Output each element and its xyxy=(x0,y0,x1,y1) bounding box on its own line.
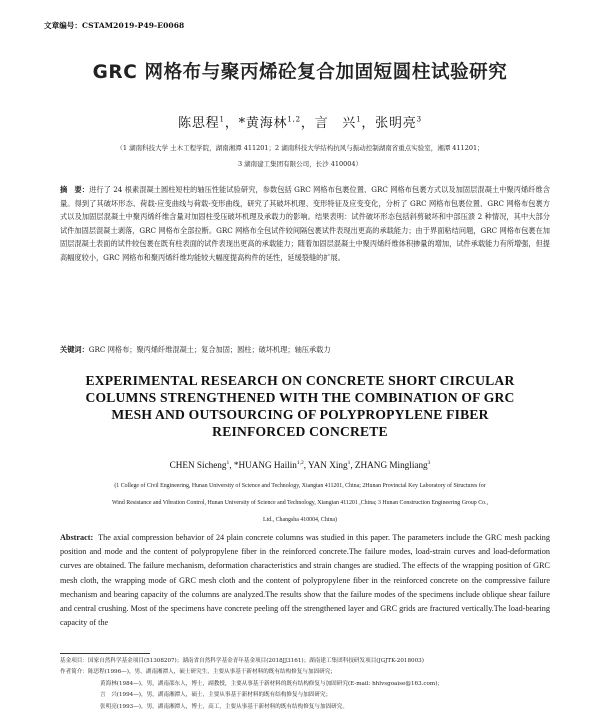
affiliation-english-line: (1 College of Civil Engineering, Hunan University of Science and Technology, Xiangtan 411201, China; 2Hunan Provincial Key Laboratory of Structures for xyxy=(114,483,486,489)
footnotes xyxy=(60,656,560,713)
affiliation-chinese-line: （1 湖南科技大学 土木工程学院，湖南湘潭 411201；2 湖南科技大学结构抗风与振动控制湖南省重点实验室，湘潭 411201； xyxy=(116,144,484,152)
author-separator: , xyxy=(350,460,355,471)
footnote-author-bio: 言 兴(1994—)，男，湖南湘潭人，硕士，主要从事基于新材料的既有结构修复与加固研究； xyxy=(100,692,332,699)
author-name: *黄海林 xyxy=(238,116,288,131)
keywords-chinese xyxy=(60,344,550,356)
abstract-chinese-text: 进行了 24 根素混凝土圆柱短柱的轴压性能试验研究，参数包括 GRC 网格布包裹位置、GRC 网格布包裹方式以及加固层混凝土中聚丙烯纤维含量。得到了其破坏形态、荷载-应变曲线与荷载-变形曲线，研究了其破坏机理、变形特征及应变变化，分析了 GRC 网格布包裹位置、GRC 网格布包裹方式以及加固层混凝土中聚丙烯纤维含量对加固柱受压破坏机理及承载力的影响。结果表明：试件破坏形态包括斜剪破坏和中部压溃 2 种情况，其中大部分试件加固层混凝土剥落，GRC 网格布全部拉断。GRC 网格布全包试件较间隔包裹试件表现出更高的承载能力；由于界面粘结问题，GRC 网格布包裹在加固层混凝土表面的试件较包裹在既有柱表面的试件表现出更高的承载能力；随着加固层混凝土中聚丙烯纤维体积掺量的增加，试件承载能力有所增强，但提高幅度较小，GRC 网格布和聚丙烯纤维均能较大幅度提高构件的延性，延缓裂缝的扩展。 xyxy=(60,185,550,262)
author-name: *HUANG Hailin xyxy=(233,460,297,471)
title-english-line: COLUMNS STRENGTHENED WITH THE COMBINATION OF GRC xyxy=(85,390,515,405)
author-affil-sup: 1 xyxy=(356,115,362,124)
author-separator: ， xyxy=(300,116,315,131)
title-chinese: GRC 网格布与聚丙烯砼复合加固短圆柱试验研究 xyxy=(92,62,508,83)
abstract-chinese-label: 摘 要： xyxy=(60,185,90,194)
footnote-funding: 基金项目：国家自然科学基金项目(51308207)；湖南省自然科学基金青年基金项目(2018JJ3161)；湖南建工集团科技研发项目(JGJTK-2018003) xyxy=(60,658,424,664)
authors-chinese xyxy=(0,112,600,131)
abstract-english xyxy=(60,531,550,630)
author-separator: , xyxy=(303,460,309,471)
affiliation-english xyxy=(42,478,558,529)
affiliation-chinese-line: 3 湖南建工集团有限公司，长沙 410004） xyxy=(237,160,363,168)
title-english-line: REINFORCED CONCRETE xyxy=(212,424,388,439)
author-name: 陈思程 xyxy=(178,116,220,131)
footnote-author-bio: 作者简介：陈思程(1996—)，男，湖南湘潭人，硕士研究生，主要从事基于新材料的既有结构修复与加固研究； xyxy=(60,669,336,676)
author-name: YAN Xing xyxy=(308,460,348,471)
author-affil-sup: 3 xyxy=(416,115,422,124)
footnote-divider xyxy=(60,653,150,654)
abstract-english-label: Abstract: xyxy=(60,533,94,542)
author-affil-sup: 1 xyxy=(226,460,230,466)
keywords-chinese-text: GRC 网格布；聚丙烯纤维混凝土；复合加固；圆柱；破坏机理；轴压承载力 xyxy=(88,345,331,354)
author-name: 张明亮 xyxy=(375,116,417,131)
footnote-author-bio: 张明亮(1993—)，男，湖南湘潭人，博士，高工，主要从事基于新材料的既有结构修复与加固研究。 xyxy=(100,703,348,710)
author-affil-sup: 1,2 xyxy=(287,115,301,124)
title-english-line: EXPERIMENTAL RESEARCH ON CONCRETE SHORT CIRCULAR xyxy=(85,373,515,388)
author-name: 言 兴 xyxy=(314,116,357,131)
affiliation-english-line: Ltd., Changsha 410004, China) xyxy=(263,517,337,523)
footnote-author-bio: 黄海林(1984—)，男，湖南邵东人，博士，副教授，主要从事基于新材料的既有结构修复与加固研究(E-mail: hhlvsgoaise@163.com)； xyxy=(100,680,443,687)
author-affil-sup: 1 xyxy=(219,115,225,124)
author-name: ZHANG Mingliang xyxy=(354,460,428,471)
document-number: 文章编号：CSTAM2019-P49-E0068 xyxy=(44,21,185,30)
author-affil-sup: 1 xyxy=(347,460,351,466)
authors-english xyxy=(0,460,600,470)
author-separator: , xyxy=(229,460,234,471)
author-affil-sup: 1,2 xyxy=(296,460,304,466)
keywords-chinese-label: 关键词： xyxy=(60,345,89,354)
affiliation-english-line: Wind Resistance and Vibration Control, Hunan University of Science and Technology, Xiangtan 411201 ,China; 3 Hunan Construction Engineering Group Co., xyxy=(111,500,489,506)
author-name: CHEN Sicheng xyxy=(169,460,227,471)
author-separator: ， xyxy=(224,116,239,131)
abstract-chinese xyxy=(60,183,550,264)
author-affil-sup: 3 xyxy=(427,460,431,466)
title-english-line: MESH AND OUTSOURCING OF POLYPROPYLENE FIBER xyxy=(111,407,489,422)
title-english xyxy=(60,372,540,440)
abstract-english-text: The axial compression behavior of 24 plain concrete columns was studied in this paper. The parameters include the GRC mesh packing position and mode and the content of polypropylene fiber in the reinforced concrete.The failure modes, load-strain curves and load-deformation curves are obtained. The failure mechanism, deformation characteristics and strain changes are studied. The effects of the wrapping position of GRC mesh cloth, the wrapping mode of GRC mesh cloth and the content of polypropylene fiber in the reinforced concrete on the compressive failure mechanism and bearing capacity of the columns are analyzed.The results show that the failure modes of the specimens include oblique shear failure and central crushing. Most of the specimens have concrete peeling off the strengthened layer and GRC grids are fractured vertically.The load-bearing capacity of the xyxy=(60,533,550,628)
author-separator: ， xyxy=(361,116,376,131)
